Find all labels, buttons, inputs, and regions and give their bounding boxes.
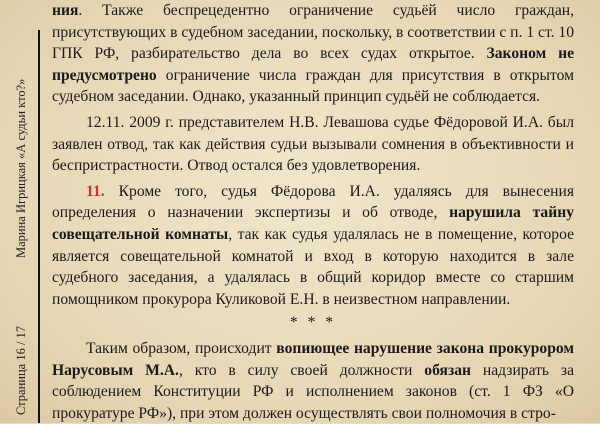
- item-number: 11.: [86, 182, 105, 200]
- text-fragment: , кто в силу своей должности: [178, 361, 425, 379]
- text-fragment: ограничение числа граждан для присутствия в открытом судебном заседании. Однако, указанный принцип судьёй не соблюдается.: [52, 66, 574, 106]
- author-title: Марина Игрицкая «А судьи кто?»: [14, 78, 28, 258]
- paragraph-3: [52, 181, 574, 311]
- bold-fragment: обязан: [424, 361, 471, 379]
- text-fragment: Кроме того, судья Фёдорова И.А. удаляясь для вынесения определения о назначении экспертизы и об отводе,: [52, 182, 574, 222]
- paragraph-4: [52, 338, 574, 424]
- paragraph-1: [52, 0, 574, 108]
- text-fragment: надзирать за соблюдением Конституции РФ и исполнением законов (ст. 1 ФЗ «О прокуратуре РФ»), при этом должен осуществлять свои полномочия в стро-: [52, 361, 575, 422]
- sidebar: [0, 0, 42, 423]
- bold-fragment: Законом не предусмотрено: [52, 45, 575, 84]
- text-fragment: Таким образом, происходит: [86, 339, 277, 357]
- bold-fragment: вопиющее нарушение закона прокурором Нарусовым М.А.: [52, 339, 574, 379]
- document-body: [52, 0, 574, 424]
- page-number: Страница 16 / 17: [14, 325, 28, 415]
- sidebar-divider: [38, 30, 40, 423]
- text-fragment: . Также беспрецедентно ограничение судьёй число граждан, присутствующих в судебном заседании, поскольку, в соответствии с п. 1 ст. 10 ГПК РФ, разбирательство дела во всех судах открытое.: [52, 2, 574, 63]
- paragraph-2: 12.11. 2009 г. представителем Н.В. Левашова судье Фёдоровой И.А. был заявлен отвод, так как действия судьи вызывали сомнения в объективности и беспристрастности. Отвод остался без удовлетворения.: [52, 113, 574, 175]
- bold-fragment: ния: [52, 2, 79, 19]
- text-fragment: , так как судья удалялась не в помещение, которое является совещательной комнатой и вход в которую находится в зале судебного заседания, а удалялась в общий коридор вместе со старшим помощником прокурора Куликовой Е.Н. в неизвестном направлении.: [52, 225, 574, 308]
- bold-fragment: нарушила тайну совещательной комнаты: [52, 204, 574, 243]
- section-separator: * * *: [289, 314, 337, 332]
